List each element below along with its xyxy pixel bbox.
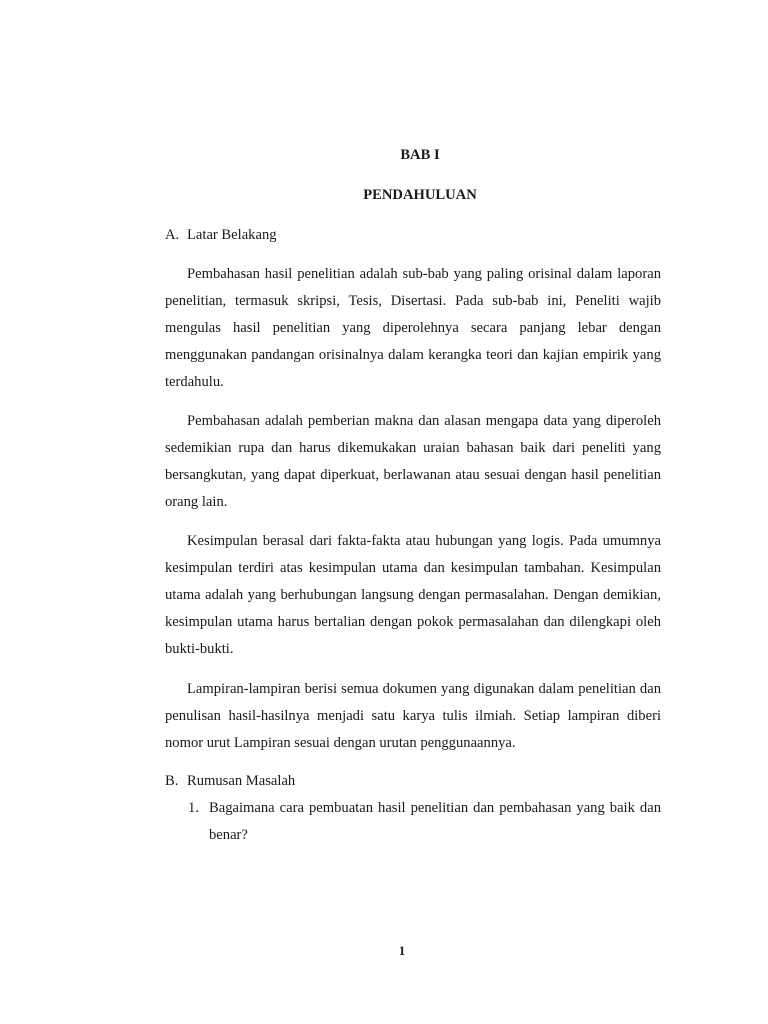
- section-heading-b: [165, 773, 295, 790]
- chapter-title: PENDAHULUAN: [363, 187, 477, 203]
- chapter-number: BAB I: [400, 147, 440, 163]
- section-letter: B.: [165, 773, 179, 789]
- paragraph: Kesimpulan berasal dari fakta-fakta atau hubungan yang logis. Pada umumnya kesimpulan terdiri atas kesimpulan utama dan kesimpulan tambahan. Kesimpulan utama adalah yang berhubungan langsung dengan permasalahan. Dengan demikian, kesimpulan utama harus bertalian dengan pokok permasalahan dan dilengkapi oleh bukti-bukti.: [165, 533, 661, 657]
- list-item-text: Bagaimana cara pembuatan hasil penelitian dan pembahasan yang baik dan benar?: [209, 800, 661, 843]
- section-title: Rumusan Masalah: [187, 773, 296, 789]
- list-item-number: 1.: [188, 800, 199, 816]
- section-heading-a: [165, 227, 277, 244]
- section-title: Latar Belakang: [187, 227, 277, 243]
- numbered-list-item: [188, 795, 661, 849]
- page-number: 1: [398, 943, 406, 958]
- paragraph: Lampiran-lampiran berisi semua dokumen yang digunakan dalam penelitian dan penulisan hasil-hasilnya menjadi satu karya tulis ilmiah. Setiap lampiran diberi nomor urut Lampiran sesuai dengan urutan penggunaannya.: [165, 681, 661, 751]
- paragraph: Pembahasan adalah pemberian makna dan alasan mengapa data yang diperoleh sedemikian rupa dan harus dikemukakan uraian bahasan baik dari peneliti yang bersangkutan, yang dapat diperkuat, berlawanan atau sesuai dengan hasil penelitian orang lain.: [165, 413, 661, 510]
- section-letter: A.: [165, 227, 180, 243]
- paragraph: Pembahasan hasil penelitian adalah sub-bab yang paling orisinal dalam laporan penelitian, termasuk skripsi, Tesis, Disertasi. Pada sub-bab ini, Peneliti wajib mengulas hasil penelitian yang diperolehnya secara panjang lebar dengan menggunakan pandangan orisinalnya dalam kerangka teori dan kajian empirik yang terdahulu.: [165, 266, 661, 390]
